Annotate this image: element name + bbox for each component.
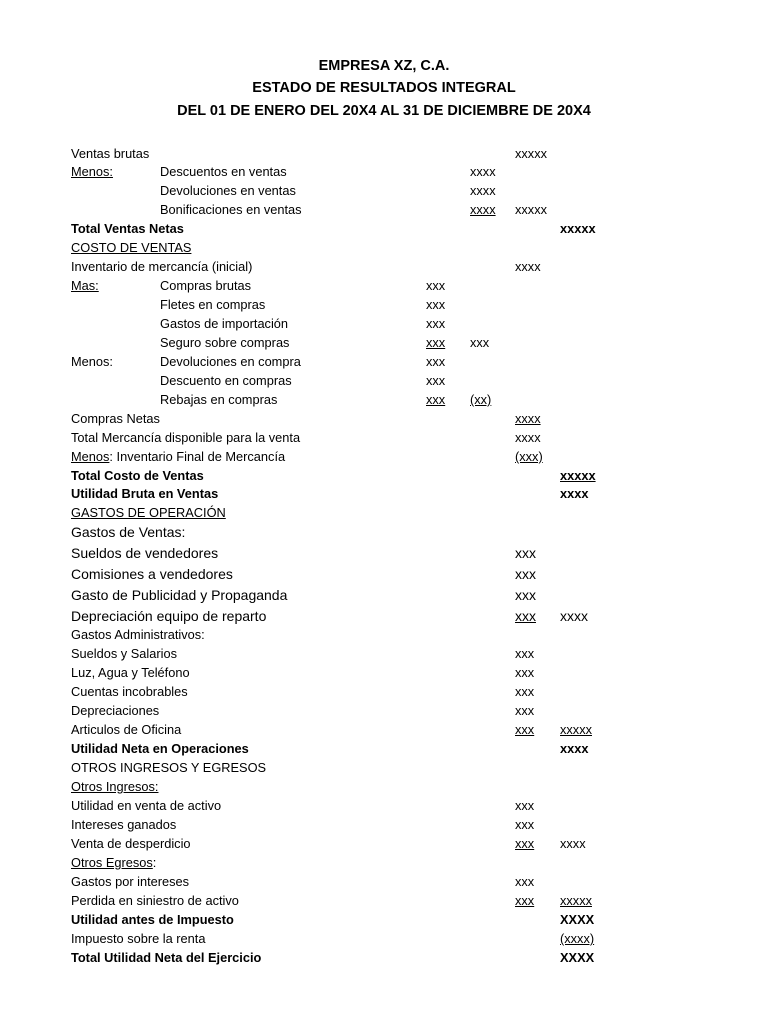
row-sublabel: Descuentos en ventas: [160, 164, 287, 179]
amount-c3: xxxx: [515, 259, 541, 274]
row-label: Sueldos y Salarios: [71, 646, 177, 661]
row-label: Mas:: [71, 278, 99, 293]
amount-c4: xxxxx: [560, 468, 596, 483]
amount-c1: xxx: [426, 316, 446, 331]
amount-c3: xxx: [515, 608, 536, 624]
statement-title: ESTADO DE RESULTADOS INTEGRAL: [252, 80, 516, 96]
row-label: Menos:: [71, 354, 113, 369]
row-label-group: [71, 449, 285, 465]
amount-c4: xxxx: [560, 486, 589, 501]
amount-c2: xxx: [470, 335, 490, 350]
row-label: GASTOS DE OPERACIÓN: [71, 505, 226, 520]
row-label: Menos:: [71, 164, 113, 179]
amount-c3: xxx: [515, 545, 536, 561]
row-label: OTROS INGRESOS Y EGRESOS: [71, 760, 267, 775]
amount-c4: (xxxx): [560, 931, 595, 946]
row-label: Total Mercancía disponible para la venta: [71, 430, 301, 445]
row-label: Gasto de Publicidad y Propaganda: [71, 587, 288, 603]
amount-c1: xxx: [426, 297, 446, 312]
row-label: Utilidad Bruta en Ventas: [71, 486, 219, 501]
row-label: Perdida en siniestro de activo: [71, 893, 239, 908]
amount-c4: xxxxx: [560, 893, 592, 908]
amount-c3: xxx: [515, 587, 536, 603]
amount-c3: xxx: [515, 874, 535, 889]
amount-c2: xxxx: [470, 202, 496, 217]
row-label: Luz, Agua y Teléfono: [71, 665, 190, 680]
row-sublabel: Devoluciones en compra: [160, 354, 301, 369]
row-label: Gastos por intereses: [71, 874, 190, 889]
amount-c2: xxxx: [470, 183, 496, 198]
amount-c4: xxxx: [560, 741, 589, 756]
row-label: Total Costo de Ventas: [71, 468, 204, 483]
row-label: Cuentas incobrables: [71, 684, 188, 699]
amount-c2: (xx): [470, 392, 492, 407]
row-sublabel: Compras brutas: [160, 278, 252, 293]
row-label: Depreciación equipo de reparto: [71, 608, 267, 624]
row-sublabel: Gastos de importación: [160, 316, 289, 331]
amount-c2: xxxx: [470, 164, 496, 179]
row-label: Intereses ganados: [71, 817, 177, 832]
amount-c3: xxx: [515, 798, 535, 813]
company-name: EMPRESA XZ, C.A.: [318, 58, 450, 74]
row-sublabel: Descuento en compras: [160, 373, 292, 388]
row-label: Otros Egresos: [71, 855, 153, 870]
row-label: Gastos Administrativos:: [71, 627, 205, 642]
row-label: Comisiones a vendedores: [71, 566, 233, 582]
row-sublabel: Bonificaciones en ventas: [160, 202, 302, 217]
row-sublabel: Seguro sobre compras: [160, 335, 290, 350]
amount-c4: xxxx: [560, 836, 586, 851]
row-label: Utilidad Neta en Operaciones: [71, 741, 249, 756]
row-label: Depreciaciones: [71, 703, 160, 718]
amount-c1: xxx: [426, 392, 446, 407]
row-label: Otros Ingresos:: [71, 779, 159, 794]
amount-c3: xxx: [515, 703, 535, 718]
amount-c3: xxxxx: [515, 146, 547, 161]
row-label: Total Utilidad Neta del Ejercicio: [71, 950, 262, 965]
amount-c3: xxx: [515, 684, 535, 699]
amount-c3: xxx: [515, 566, 536, 582]
row-label-suffix: :: [152, 855, 157, 870]
amount-c3: xxxx: [515, 430, 541, 445]
row-label-suffix: : Inventario Final de Mercancía: [109, 449, 286, 464]
amount-c1: xxx: [426, 335, 446, 350]
amount-c4: xxxxx: [560, 722, 592, 737]
amount-c1: xxx: [426, 354, 446, 369]
amount-c4: xxxx: [560, 608, 588, 624]
row-label: Gastos de Ventas:: [71, 524, 186, 540]
row-label: Impuesto sobre la renta: [71, 931, 206, 946]
amount-c3: xxxx: [515, 411, 541, 426]
amount-c3: xxxxx: [515, 202, 547, 217]
row-label: Ventas brutas: [71, 146, 150, 161]
row-sublabel: Fletes en compras: [160, 297, 266, 312]
amount-c1: xxx: [426, 373, 446, 388]
row-label: COSTO DE VENTAS: [71, 240, 192, 255]
amount-c3: xxx: [515, 722, 535, 737]
row-label: Utilidad antes de Impuesto: [71, 912, 234, 927]
row-sublabel: Rebajas en compras: [160, 392, 278, 407]
amount-c3: xxx: [515, 665, 535, 680]
amount-c3: xxx: [515, 646, 535, 661]
statement-period: DEL 01 DE ENERO DEL 20X4 AL 31 DE DICIEMBRE DE 20X4: [177, 103, 591, 119]
amount-c3: xxx: [515, 893, 535, 908]
row-label: Venta de desperdicio: [71, 836, 191, 851]
row-label: Sueldos de vendedores: [71, 545, 219, 561]
row-label: Articulos de Oficina: [71, 722, 182, 737]
row-sublabel: Devoluciones en ventas: [160, 183, 296, 198]
row-label: Inventario de mercancía (inicial): [71, 259, 253, 274]
row-label: Menos: [71, 449, 110, 464]
amount-c3: xxx: [515, 817, 535, 832]
amount-c3: (xxx): [515, 449, 543, 464]
amount-c1: xxx: [426, 278, 446, 293]
amount-c3: xxx: [515, 836, 535, 851]
row-label: Total Ventas Netas: [71, 221, 184, 236]
amount-c4: XXXX: [560, 950, 595, 965]
amount-c4: xxxxx: [560, 221, 596, 236]
row-label: Utilidad en venta de activo: [71, 798, 222, 813]
amount-c4: XXXX: [560, 912, 595, 927]
row-label: Compras Netas: [71, 411, 160, 426]
row-label-group: [71, 855, 156, 871]
